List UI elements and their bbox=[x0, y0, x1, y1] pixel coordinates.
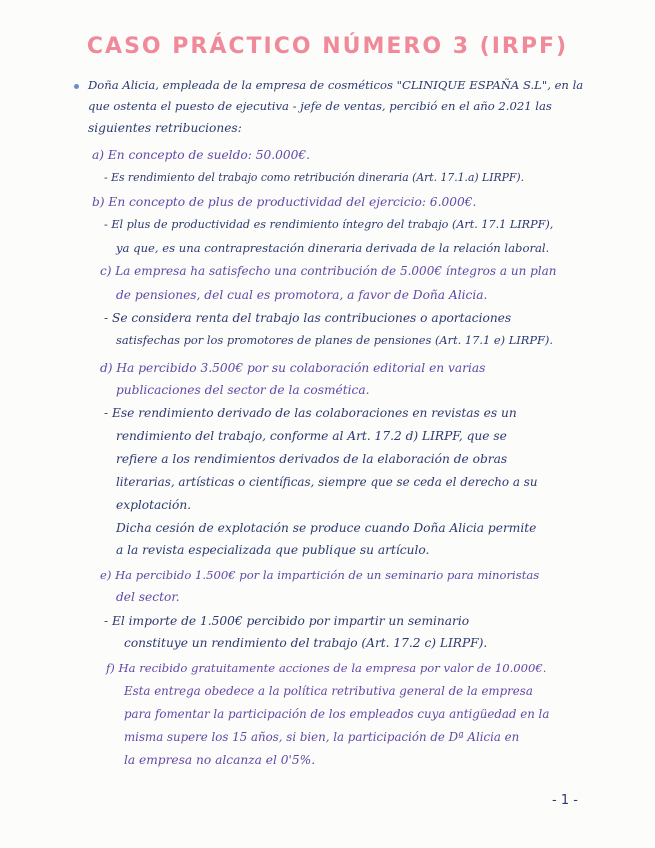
text-line: - El plus de productividad es rendimiento íntegro del trabajo (Art. 17.1 LIRPF), bbox=[104, 218, 554, 231]
page-number: - 1 - bbox=[552, 793, 578, 808]
text-line: satisfechas por los promotores de planes de pensiones (Art. 17.1 e) LIRPF). bbox=[116, 333, 553, 347]
bullet-icon bbox=[74, 84, 79, 89]
text-line: - El importe de 1.500€ percibido por impartir un seminario bbox=[104, 614, 470, 628]
text-line: - Ese rendimiento derivado de las colaboraciones en revistas es un bbox=[104, 406, 517, 420]
text-line: refiere a los rendimientos derivados de la elaboración de obras bbox=[116, 452, 508, 466]
text-line: rendimiento del trabajo, conforme al Art. 17.2 d) LIRPF, que se bbox=[116, 429, 507, 443]
text-line: a la revista especializada que publique su artículo. bbox=[116, 543, 430, 557]
text-line: Esta entrega obedece a la política retributiva general de la empresa bbox=[124, 684, 533, 698]
text-line: a) En concepto de sueldo: 50.000€. bbox=[92, 148, 310, 162]
text-line: c) La empresa ha satisfecho una contribución de 5.000€ íntegros a un plan bbox=[100, 264, 557, 278]
text-line: e) Ha percibido 1.500€ por la impartición de un seminario para minoristas bbox=[100, 568, 540, 582]
text-line: d) Ha percibido 3.500€ por su colaboración editorial en varias bbox=[100, 361, 486, 375]
page-title: CASO PRÁCTICO NÚMERO 3 (IRPF) bbox=[86, 34, 569, 59]
text-line: Dicha cesión de explotación se produce cuando Doña Alicia permite bbox=[116, 521, 537, 535]
text-line: b) En concepto de plus de productividad del ejercicio: 6.000€. bbox=[92, 195, 477, 209]
text-line: para fomentar la participación de los empleados cuya antigüedad en la bbox=[124, 707, 550, 721]
text-line: explotación. bbox=[116, 498, 192, 512]
text-line: literarias, artísticas o científicas, siempre que se ceda el derecho a su bbox=[116, 475, 538, 489]
text-line: publicaciones del sector de la cosmética. bbox=[116, 383, 370, 397]
text-line: siguientes retribuciones: bbox=[88, 121, 242, 135]
text-line: f) Ha recibido gratuitamente acciones de la empresa por valor de 10.000€. bbox=[106, 661, 547, 675]
text-line: del sector. bbox=[116, 590, 180, 604]
text-line: - Se considera renta del trabajo las contribuciones o aportaciones bbox=[104, 311, 512, 325]
text-line: constituye un rendimiento del trabajo (Art. 17.2 c) LIRPF). bbox=[124, 636, 488, 650]
text-line: ya que, es una contraprestación dineraria derivada de la relación laboral. bbox=[116, 241, 550, 255]
text-line: de pensiones, del cual es promotora, a favor de Doña Alicia. bbox=[116, 288, 488, 302]
text-line: misma supere los 15 años, si bien, la participación de Dª Alicia en bbox=[124, 730, 520, 744]
text-line: que ostenta el puesto de ejecutiva - jefe de ventas, percibió en el año 2.021 las bbox=[88, 99, 552, 113]
text-line: Doña Alicia, empleada de la empresa de cosméticos "CLINIQUE ESPAÑA S.L", en la bbox=[88, 78, 584, 92]
text-line: - Es rendimiento del trabajo como retribución dineraria (Art. 17.1.a) LIRPF). bbox=[104, 171, 525, 184]
text-line: la empresa no alcanza el 0'5%. bbox=[124, 753, 316, 767]
